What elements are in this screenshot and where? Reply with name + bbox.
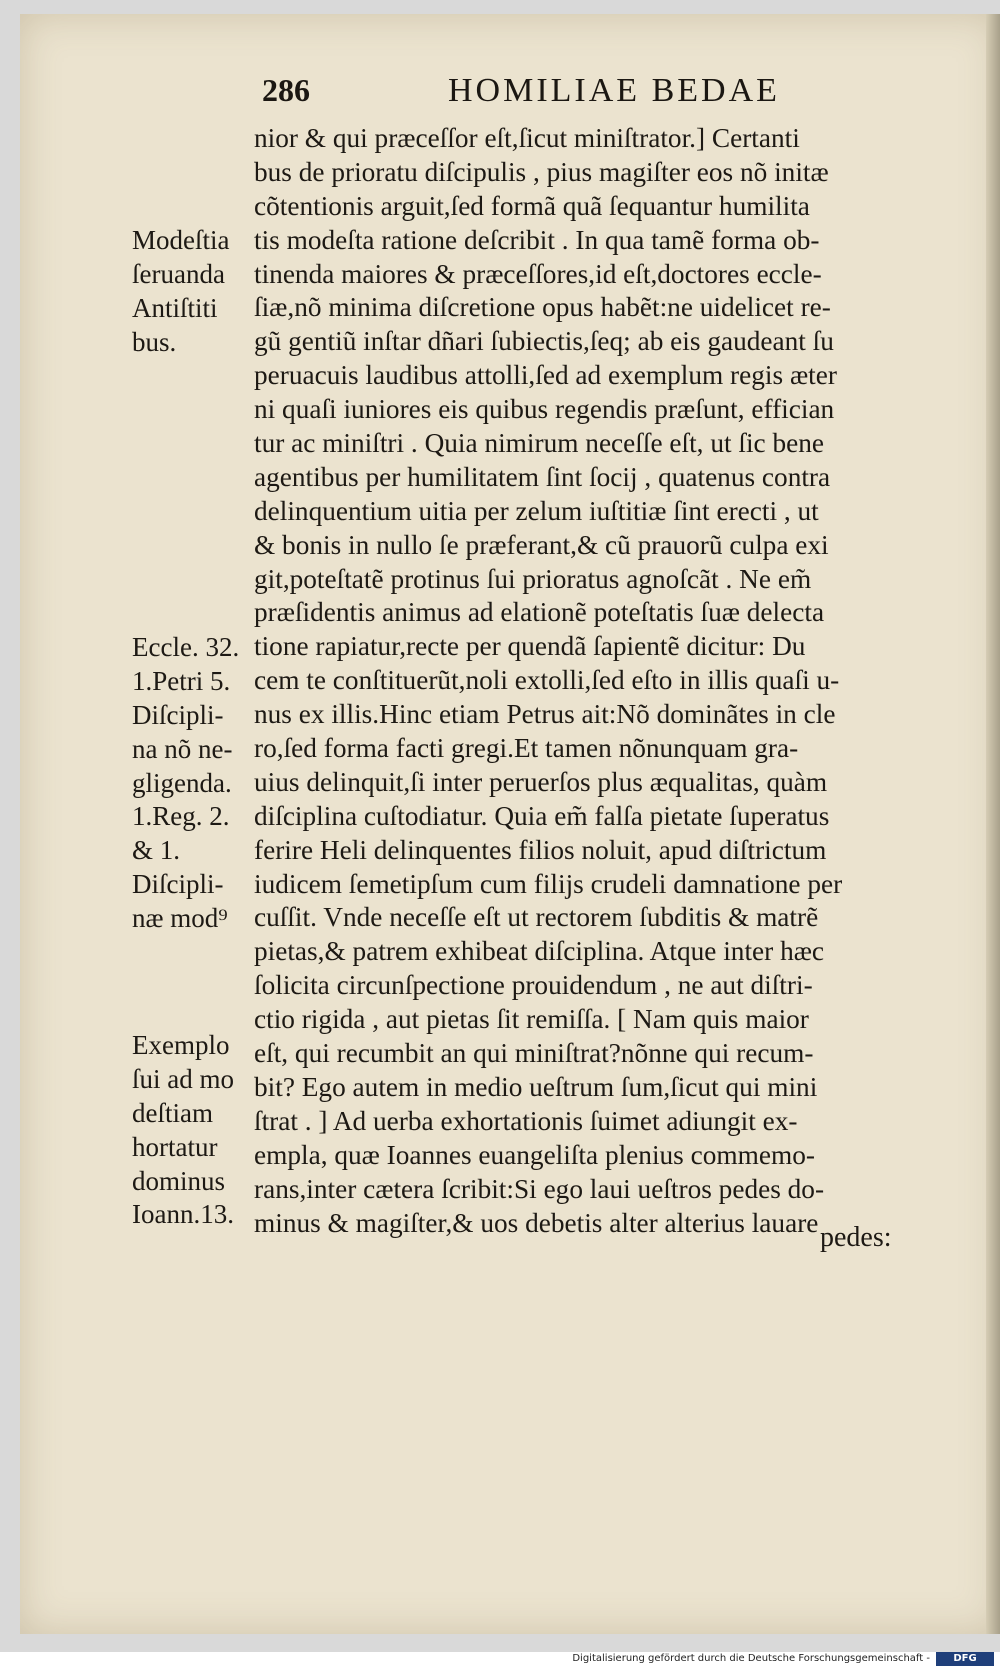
margin-note-line: & 1. <box>132 835 181 866</box>
text-line: eſt, qui recumbit an qui miniſtrat?nõnne qui recum- <box>254 1038 814 1069</box>
text-line: & bonis in nullo ſe præferant,& cũ prauorũ culpa exi <box>254 529 829 560</box>
text-line: empla, quæ Ioannes euangeliſta plenius commemo- <box>254 1139 815 1170</box>
margin-note-exemplo <box>132 1029 234 1232</box>
text-line: delinquentium uitia per zelum iuſtitiæ ſint erecti , ut <box>254 495 819 526</box>
text-line: cuſſit. Vnde neceſſe eſt ut rectorem ſubditis & matrẽ <box>254 902 819 933</box>
dfg-logo: DFG <box>936 1652 994 1666</box>
text-line: tis modeſta ratione deſcribit . In qua tamẽ forma ob- <box>254 224 820 255</box>
text-line: bus de prioratu diſcipulis , pius magiſter eos nõ initæ <box>254 156 829 187</box>
text-line: ni quaſi iuniores eis quibus regendis præſunt, effician <box>254 394 835 425</box>
text-line: tinenda maiores & præceſſores,id eſt,doctores eccle- <box>254 258 822 289</box>
main-text-block <box>254 122 914 1240</box>
text-line: diſciplina cuſtodiatur. Quia em̃ falſa pietate ſuperatus <box>254 800 830 831</box>
text-line: ſiæ,nõ minima diſcretione opus habẽt:ne uidelicet re- <box>254 292 831 323</box>
catchword: pedes: <box>820 1222 892 1253</box>
text-line: ro,ſed forma facti gregi.Et tamen nõnunquam gra- <box>254 733 799 764</box>
text-line: agentibus per humilitatem ſint ſocij , quatenus contra <box>254 461 831 492</box>
page-number: 286 <box>262 72 310 108</box>
margin-note-line: Antiſtiti <box>132 292 218 323</box>
margin-note-line: na nõ ne- <box>132 733 233 764</box>
text-line: iudicem ſemetipſum cum filijs crudeli damnatione per <box>254 868 843 899</box>
text-line: ctio rigida , aut pietas ſit remiſſa. [ Nam quis maior <box>254 1004 809 1035</box>
margin-note-line: ſui ad mo <box>132 1063 234 1094</box>
text-line: pietas,& patrem exhibeat diſciplina. Atque inter hæc <box>254 936 825 967</box>
text-line: minus & magiſter,& uos debetis alter alterius lauare <box>254 1207 819 1238</box>
text-line: uius delinquit,ſi inter peruerſos plus æqualitas, quàm <box>254 766 828 797</box>
digitization-credit: Digitalisierung gefördert durch die Deutsche Forschungsgemeinschaft - <box>572 1653 930 1664</box>
margin-note-disciplina <box>132 631 239 868</box>
text-line: tione rapiatur,recte per quendã ſapientẽ dicitur: Du <box>254 631 806 662</box>
text-line: tur ac miniſtri . Quia nimirum neceſſe eſt, ut ſic bene <box>254 428 825 459</box>
running-head <box>0 72 940 122</box>
text-line: nior & qui præceſſor eſt,ſicut miniſtrator.] Certanti <box>254 123 800 153</box>
running-title: HOMILIAE BEDAE <box>448 72 780 109</box>
text-line: cem te conſtituerũt,noli extolli,ſed eſto in illis quaſi u- <box>254 665 840 696</box>
margin-note-disciplinae-modus <box>132 868 228 936</box>
margin-note-line: Diſcipli- <box>132 699 224 730</box>
margin-note-line: dominus <box>132 1165 226 1196</box>
text-line: bit? Ego autem in medio ueſtrum ſum,ſicut qui mini <box>254 1071 818 1102</box>
text-line: præſidentis animus ad elationẽ poteſtatis ſuæ delecta <box>254 597 825 628</box>
margin-note-modestia <box>132 224 229 360</box>
text-line: ferire Heli delinquentes filios noluit, apud diſtrictum <box>254 834 827 865</box>
text-line: cõtentionis arguit,ſed formã quã ſequantur humilita <box>254 190 810 221</box>
page-edge <box>986 14 1000 1634</box>
margin-note-line: hortatur <box>132 1131 218 1162</box>
text-line: rans,inter cætera ſcribit:Si ego laui ueſtros pedes do- <box>254 1173 825 1204</box>
text-line: gũ gentiũ inſtar dñari ſubiectis,ſeq; ab eis gaudeant ſu <box>254 326 834 357</box>
margin-note-line: 1.Petri 5. <box>132 665 231 696</box>
margin-note-line: Diſcipli- <box>132 869 224 899</box>
text-line: nus ex illis.Hinc etiam Petrus ait:Nõ dominãtes in cle <box>254 699 836 730</box>
margin-note-line: Ioann.13. <box>132 1199 234 1230</box>
margin-note-line: 1.Reg. 2. <box>132 801 230 832</box>
text-line: peruacuis laudibus attolli,ſed ad exemplum regis æter <box>254 360 837 391</box>
margin-note-line: bus. <box>132 326 177 357</box>
margin-note-line: Eccle. 32. <box>132 632 240 662</box>
margin-note-line: gligenda. <box>132 767 232 798</box>
text-line: ſolicita circunſpectione prouidendum , ne aut diſtri- <box>254 970 813 1001</box>
margin-note-line: Exemplo <box>132 1030 230 1060</box>
text-line: ſtrat . ] Ad uerba exhortationis ſuimet adiungit ex- <box>254 1105 798 1136</box>
text-line: git,poteſtatẽ protinus ſui prioratus agnoſcãt . Ne em̃ <box>254 563 812 594</box>
margin-note-line: Modeſtia <box>132 225 230 255</box>
margin-note-line: ſeruanda <box>132 258 225 289</box>
margin-note-line: deſtiam <box>132 1097 213 1128</box>
margin-note-line: næ mod⁹ <box>132 902 228 933</box>
